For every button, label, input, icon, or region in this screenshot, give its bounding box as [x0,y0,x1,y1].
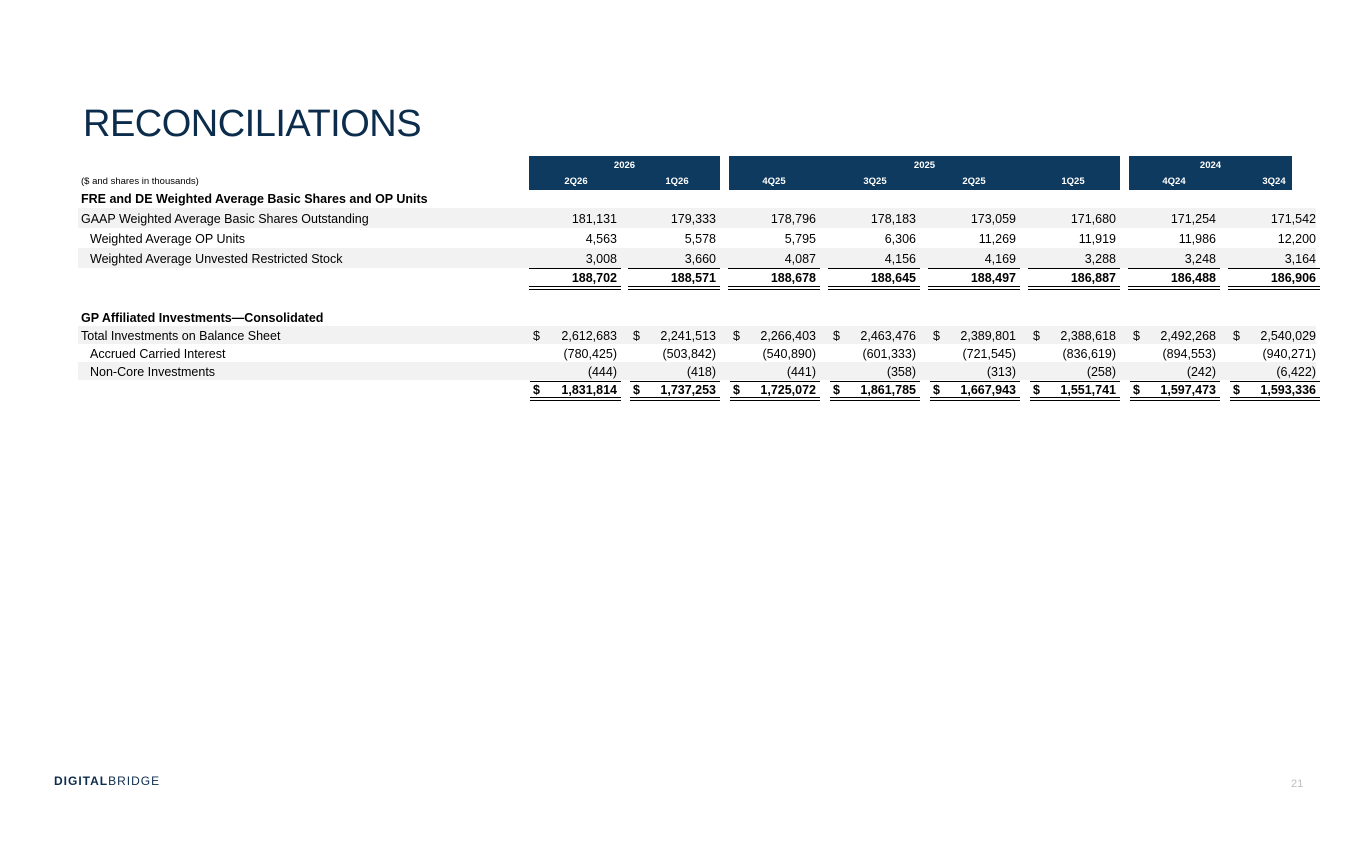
currency-symbol: $ [1033,329,1040,343]
currency-symbol: $ [933,329,940,343]
cell-value: 1,597,473 [1160,383,1216,397]
row-label: Weighted Average OP Units [90,232,245,246]
cell-value: 2,266,403 [760,329,816,343]
subtotal-rule [628,268,720,269]
cell-value: 1,861,785 [860,383,916,397]
total-double-rule [1230,397,1320,401]
page-number: 21 [1291,778,1304,790]
row-label: Non-Core Investments [90,365,216,379]
subtotal-rule [830,381,920,382]
total-double-rule [828,286,920,290]
cell-value: 179,333 [670,212,716,226]
subtotal-rule [728,268,820,269]
cell-value: 2,463,476 [860,329,916,343]
subtotal-rule [928,268,1020,269]
row-label: GAAP Weighted Average Basic Shares Outstanding [81,212,369,226]
currency-symbol: $ [533,329,540,343]
cell-value: 4,169 [984,252,1016,266]
cell-value: 2,492,268 [1160,329,1216,343]
quarter-label: 3Q25 [863,176,887,187]
cell-value: (780,425) [563,347,617,361]
currency-symbol: $ [833,329,840,343]
currency-symbol: $ [733,383,740,397]
cell-value: 188,678 [770,271,816,285]
cell-value: (258) [1086,365,1116,379]
subtotal-rule [1130,381,1220,382]
logo-text-part2: BRIDGE [108,774,161,788]
cell-value: 2,388,618 [1060,329,1116,343]
currency-symbol: $ [733,329,740,343]
total-double-rule [1130,397,1220,401]
page-title: RECONCILIATIONS [83,103,422,145]
cell-value: 1,725,072 [760,383,816,397]
total-double-rule [1228,286,1320,290]
subtotal-rule [1230,381,1320,382]
cell-value: 5,795 [784,232,816,246]
cell-value: (418) [686,365,716,379]
subtotal-rule [1030,381,1120,382]
quarter-label: 2Q25 [962,176,986,187]
cell-value: 11,269 [978,232,1016,246]
units-note: ($ and shares in thousands) [81,176,199,187]
cell-value: (358) [886,365,916,379]
currency-symbol: $ [633,383,640,397]
cell-value: 171,254 [1170,212,1216,226]
cell-value: 3,164 [1284,252,1316,266]
total-double-rule [529,286,621,290]
cell-value: 11,986 [1178,232,1216,246]
cell-value: 188,571 [670,271,716,285]
cell-value: 1,667,943 [960,383,1016,397]
cell-value: 2,612,683 [561,329,617,343]
cell-value: 2,241,513 [660,329,716,343]
currency-symbol: $ [833,383,840,397]
currency-symbol: $ [1233,383,1240,397]
cell-value: 4,156 [884,252,916,266]
cell-value: 1,593,336 [1260,383,1316,397]
cell-value: 6,306 [884,232,916,246]
cell-value: 3,008 [585,252,617,266]
cell-value: 1,551,741 [1060,383,1116,397]
row-label: Total Investments on Balance Sheet [81,329,281,343]
quarter-label: 4Q24 [1162,176,1186,187]
cell-value: 188,497 [970,271,1016,285]
cell-value: 186,906 [1270,271,1316,285]
cell-value: (242) [1186,365,1216,379]
cell-value: 178,183 [870,212,916,226]
cell-value: 178,796 [770,212,816,226]
cell-value: 1,831,814 [561,383,617,397]
cell-value: 12,200 [1277,232,1316,246]
total-double-rule [530,397,621,401]
total-double-rule [930,397,1020,401]
subtotal-rule [1128,268,1220,269]
currency-symbol: $ [533,383,540,397]
quarter-label: 4Q25 [762,176,786,187]
cell-value: 11,919 [1078,232,1116,246]
total-double-rule [630,397,720,401]
cell-value: (894,553) [1162,347,1216,361]
company-logo [54,774,160,788]
cell-value: 2,540,029 [1260,329,1316,343]
cell-value: (503,842) [662,347,716,361]
total-double-rule [1128,286,1220,290]
total-double-rule [1028,286,1120,290]
currency-symbol: $ [1033,383,1040,397]
year-label: 2026 [613,160,636,171]
currency-symbol: $ [1233,329,1240,343]
cell-value: (444) [587,365,617,379]
total-double-rule [1030,397,1120,401]
cell-value: 3,248 [1184,252,1216,266]
row-label: Accrued Carried Interest [90,347,226,361]
cell-value: 171,542 [1270,212,1316,226]
section-heading: GP Affiliated Investments—Consolidated [81,311,324,325]
currency-symbol: $ [933,383,940,397]
quarter-label: 1Q25 [1061,176,1085,187]
subtotal-rule [828,268,920,269]
subtotal-rule [930,381,1020,382]
total-double-rule [928,286,1020,290]
subtotal-rule [530,381,621,382]
cell-value: 188,702 [571,271,617,285]
cell-value: (441) [786,365,816,379]
cell-value: 171,680 [1070,212,1116,226]
logo-text-part1: DIGITAL [54,774,109,788]
cell-value: 186,488 [1170,271,1216,285]
cell-value: 4,087 [784,252,816,266]
subtotal-rule [529,268,621,269]
section-heading: FRE and DE Weighted Average Basic Shares and OP Units [81,192,428,206]
total-double-rule [728,286,820,290]
subtotal-rule [1028,268,1120,269]
cell-value: (313) [986,365,1016,379]
subtotal-rule [730,381,820,382]
cell-value: 188,645 [870,271,916,285]
subtotal-rule [1228,268,1320,269]
quarter-label: 2Q26 [564,176,588,187]
total-double-rule [628,286,720,290]
total-double-rule [730,397,820,401]
currency-symbol: $ [1133,329,1140,343]
currency-symbol: $ [1133,383,1140,397]
subtotal-rule [630,381,720,382]
cell-value: 186,887 [1070,271,1116,285]
row-label: Weighted Average Unvested Restricted Stock [90,252,343,266]
cell-value: (540,890) [762,347,816,361]
year-label: 2025 [913,160,936,171]
quarter-label: 3Q24 [1262,176,1286,187]
cell-value: (6,422) [1276,365,1316,379]
cell-value: 3,288 [1084,252,1116,266]
cell-value: 5,578 [684,232,716,246]
cell-value: 1,737,253 [660,383,716,397]
cell-value: 2,389,801 [960,329,1016,343]
cell-value: (721,545) [962,347,1016,361]
quarter-label: 1Q26 [665,176,689,187]
cell-value: (836,619) [1062,347,1116,361]
year-label: 2024 [1199,160,1222,171]
cell-value: 173,059 [970,212,1016,226]
cell-value: 3,660 [684,252,716,266]
total-double-rule [830,397,920,401]
cell-value: (601,333) [862,347,916,361]
cell-value: 4,563 [585,232,617,246]
currency-symbol: $ [633,329,640,343]
cell-value: (940,271) [1262,347,1316,361]
cell-value: 181,131 [571,212,617,226]
